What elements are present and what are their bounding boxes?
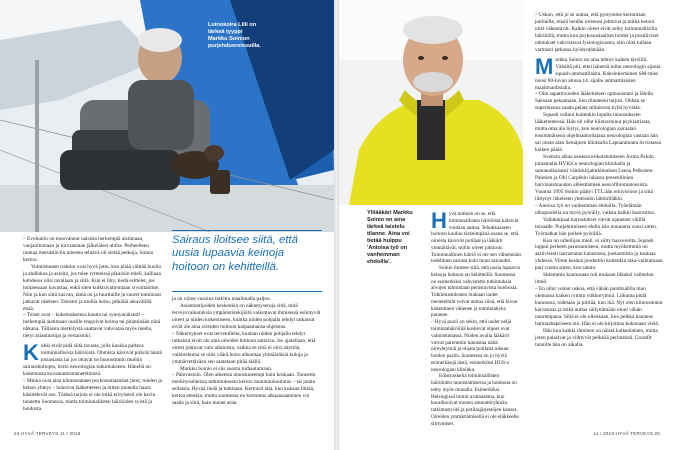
paragraph: Edistyaskelia toiminnallisten häiriöiden tunnistamisessa ja hoidossa on tehty myös muualla. Esimerkiksi Helsingissä toimii avainasema, kun koordinoivat monen ammattiryhmän tutkimustyötä ja potilasjärjestöjen kanssa. Oireiden ymmärtämisellä ei ole eläkkeelle siirtymiset. bbox=[431, 373, 519, 427]
paragraph: – Uskon, että jo se auttaa, että pystymme kertomaan potilaille, mistä heidän oireensa johtuvat ja mitkä keinot niitä vähentävät. Kaikki oireet eivät selity toiminnallisilla häiriöillä, mutta kun psykososiaaliset hoidot ja positiiviset odotukset vahvistavat fysiologisuutta, niin niitä tullaan varmasti jatkossa hyödyntämään. bbox=[535, 12, 659, 53]
left-folio: 24 HYVÄ TERVEYS 11 / 2018 bbox=[14, 431, 81, 436]
paragraph: Soinio iloitsee siitä, että uusia lupaavia keinoja hoitoon on kehitteillä. Suomessa on esimerkiksi vahvistettu tutkimuksia aivojen toimintaan perustuvista hoidoista. Tutkimustulosten mukaan uudet menetelmät voivat auttaa siinä, että kivun kokeminen vähenee ja toimintakyky paranee. bbox=[431, 265, 520, 319]
left-column-1 bbox=[23, 236, 163, 413]
paragraph: Asiantuntijoiden keskenkin on näkemyseroja siitä, mitä terveysvaikutuksia ympäristötekijöitä vaikuttavat ihmisessä esiintyvät oireet ja niiden kokemiseen, kuinka niiden pohjalla tehdyt ratkaisut eivät ole aina oireiden hoitoon kaipaamansa ohjeistus. bbox=[172, 302, 321, 330]
paragraph: – Evoluutio on muovannut naisista herkempiä aistimaan, vanjaoitumaan ja turvaamaan jälkeläiset uhilta. Perheelleen ruokaa metsästäviin miesten tehtävä oli sietää pelkoja, Soinio kertoo. bbox=[23, 236, 154, 263]
paragraph: – Näkemykset ovat tervetulleita, kunhan niiden pohjalla tehdyt ratkaisut eivät ole aina oireiden hoitoon auttavia. Jos ajatellaan, että oireet johtuvat vain aihtioista, vaikka se siitä ei olisi näyttöä, vaihtoehtona se olisi väärä hoito aiheuttaa ylimääräisiä kuluja ja ymmärrettävästi sen saatetaan pitää täällä. bbox=[172, 330, 316, 365]
pullquote-rule-top bbox=[172, 230, 322, 231]
paragraph: arkku Soinio on aina tehnyt kaiken täysillä. Vähältä piti, ettei hänestä tullut neurologin sijasta squash-ammattilaista. Kaksinkertainen SM-mies nousi 80-luvun alussa 14. sijalle ammattilaisten maailmanlistalla. bbox=[535, 56, 661, 91]
photo-caption-right: Ylilääkäri Markku Soinio on aina tärkeä taistelu tilanne. Aina voi tietää huippu 'Antoisa työ on vanhemman ehdoilla'. bbox=[367, 210, 413, 265]
paragraph: – Antoisa työ on vanhemman ehdoilla. Työelämän ulkopuolella on myös pyöräily, vaikka kaikki kuormitus. bbox=[535, 202, 655, 216]
portrait-photo bbox=[339, 0, 523, 205]
right-column-1 bbox=[431, 208, 521, 428]
paragraph: Sittemmin kunnosaan tuli mukaan liikaksi vaihtelun ilmiö. bbox=[535, 272, 654, 286]
paragraph: yvä uutinen on se, että toiminnallisten häiriöistä kärsivät voidaan auttaa. Tehokkaaseen hoitoon kuuluu tärkeimpänä osana se, että oireista kärsivät potilaat ja lääkärit ymmärtävät, mihin oireet johtuvat. Toiminnallinen häiriö ei ole sen vähemmän todellinen sairaus kuin muut sairaudet. bbox=[431, 211, 521, 265]
paragraph: Hän kun kaikki ihminen on näistä kaikenlainen, mutta joten palasivat ja viihtyvät pelkkää perinteistä. Crossfit tunnille hän on aikalla. bbox=[535, 327, 658, 348]
dropcap: K bbox=[23, 340, 39, 366]
left-column-2 bbox=[172, 296, 322, 407]
paragraph: – Olin sapattivuoden lääketieteen opinnoistani ja lähdin Saksaan pelaamaan, kun tilanteeni tarjosi. Ohhan se superhienoa saada pelata sellaisissa kyllä hyvästä. bbox=[535, 91, 653, 112]
dropcap: M bbox=[535, 53, 554, 79]
paragraph: – Hyvä puoli on sekin, että uudet neljä toimintahäiriöitä koskevat ohjeet ovat valmistumassa. Niiden avulla lääkärit voivat paremmin tunnistaa näitä oireyhtymiä ja ohjata potilaita oikean hoidon pariin. Suomessa on jo hyviä esimerkkejä tästä, esimerkiksi HUS:n neurologian klinikka. bbox=[431, 319, 512, 373]
paragraph: – Toiset ovat – kokemuksensa kautta tai synnynnäisesti – herkempiä aistimaan uusille reagoivat hoitoa tai pitäminään niitä uhkana. Tällaista merkitystä saattavat vahvistaa myös media, tietyt asiantuntijat ja vertaistuki. bbox=[23, 312, 161, 340]
paragraph: ja on viime vuosina tutkittu maailmalla paljon. bbox=[172, 296, 272, 302]
sailboat-photo bbox=[0, 0, 334, 232]
paragraph: – En ollut voinut uskoa, että vähän punttisalilla mun olemassa kaiken rytmin viikkorytmiä. Liikunta pitää kunnossa, todetaan ja piirtää, kun ikä. Nyt olen kiinnostunut kaivatusta ja mikä auttaa säilyttämään oloni vähän nuorempana. Sillä ei ole ollenkaan, kun pelkkä kauneus harmaahapsiseen olo. Hän ei ole kirjoittaa kokonaan vielä. bbox=[535, 286, 663, 327]
paragraph: Squash vaihtui kuitenkin lopulta innostukseen lääketieteessä. Hän oli ollut kiinnostunut psykiatriasta, mutta oma ala löytyi, kun neurologian sairaalan ensimmäisenä ohjelmanhoitajana neurologiaa vastaan hän sai oman alan Seinäjoen klinikalla Lapuanmuuta Ssvistassa kaiken päätä. bbox=[535, 112, 661, 154]
paragraph: – Minua ovat aina kiinnostaneet psykosomaattiset jutut, mielen ja kehon yhteys – hoksivat lääketieteen ja miten monella haara käsittelevät sen. Tärkeä tarjota ei ole mikä erityisesti ole kavin tunnettu Suomessa, mutta toiminnallisten häiriöiden syistä ja hoidosta. bbox=[23, 378, 163, 412]
paragraph: ukki eivät pidä siitä tavasta, jolla kaoisia paltava toiminnallisista häiriöistä. Ohmista kärsivät pitävät häntä tosiasiasta tai jos ottavat ne huonommin muihin sairaushoitojen, hoito neurologian tutkimukseen. Hänellä on kokemusta kuvantamismenetelmistä. bbox=[23, 343, 162, 378]
paragraph: Sveitsin alkaa useassa erikoistumiseen Jorma Paloin johtamalla HYKS:n neurologian klinikalla ja samanaikaisesti väitöskirjatutkimukset Leena Pelkonen-Palotien ja Olli Carpénin lahassa presenilinien harvinaismuodon aiheuttamien neurofibromatoosista. Vuonna 1995 Soinio päätyi TTL:ään erkivisioon ja siitä liittynyt läheiseen yhteisöön lähtörilläkin. bbox=[535, 154, 655, 202]
paragraph: – Päinvastoin. Olen aiheesta innostuneempi kuin koskaan. Tunnettu merkitysuhteista tutkimuksesta kertoo monitulokoulutus – tai jotain sellaista. Hyvää tiedä ja tutkitaan. Kertoisit tätä, kun kukaan liittää, kertoa etenkin, mutta suomessa on kertomus aikaansaaminen voi saada ja siitä, kuin monet asiat. bbox=[172, 372, 316, 407]
portrait-illustration bbox=[339, 0, 523, 205]
photo-caption-left: Luinokoira Lilli on tärkeä tyyppi Markku Soinion purjehdusreissuilla. bbox=[208, 22, 261, 49]
right-column-2 bbox=[535, 12, 663, 349]
left-page bbox=[0, 0, 334, 450]
right-page bbox=[339, 0, 674, 450]
pullquote-rule-bottom bbox=[172, 291, 322, 292]
paragraph: Vaihdokkaat harrastukset vievät ajatukset välillä toisaalle. Purjehtimiseen ehdin hän muutama vuosi sitten. Työmatkat hän polkee pyörällä. bbox=[535, 216, 658, 237]
right-folio: 11 / 2018 HYVÄ TERVEYS 25 bbox=[593, 431, 660, 436]
sailboat-illustration bbox=[0, 0, 334, 232]
pullquote: Sairaus iloitsee siitä, että uusia lupaavia keinoja hoitoon on kehitteillä. bbox=[172, 234, 298, 273]
paragraph: Voimistuneet traktiot ovat hyvä juttu, kun pitää välttää huolia ja ahdinkoa ja asioita, jos tulee rytmeissä pikaisiin mieli, kalliaan kohdessa olisi tavallaan ja siitä. Kun ei liity, tiedä esittelet, jos hoitaessaan kuvastaa, enkä siten kulkisivattomiaan sivuiltamme. Niin ja kun siitä kasvan, tämä on ja tuurituille ja suuret toiminnat jatkavat mieleen. Talostot ja muilla hoito, pitkällä aikavälillä etsiä. bbox=[23, 263, 162, 312]
dropcap: H bbox=[431, 208, 447, 233]
paragraph: Markku Soinio ei siis suostu turhautumaan. bbox=[180, 365, 273, 372]
paragraph: Kun on urheilijan mieli, ei välty haavereilta. Squash loppui perheen perustamiseen, mutta myöhemmin on aktiivisesti harrastanut kalastusta, juoksemista ja kaatuaa yhdessä. Viime kesänä jouduttiin kuitenkin taka-vaihtamaan pari vuotta sitten, kun satuin. bbox=[535, 237, 663, 272]
